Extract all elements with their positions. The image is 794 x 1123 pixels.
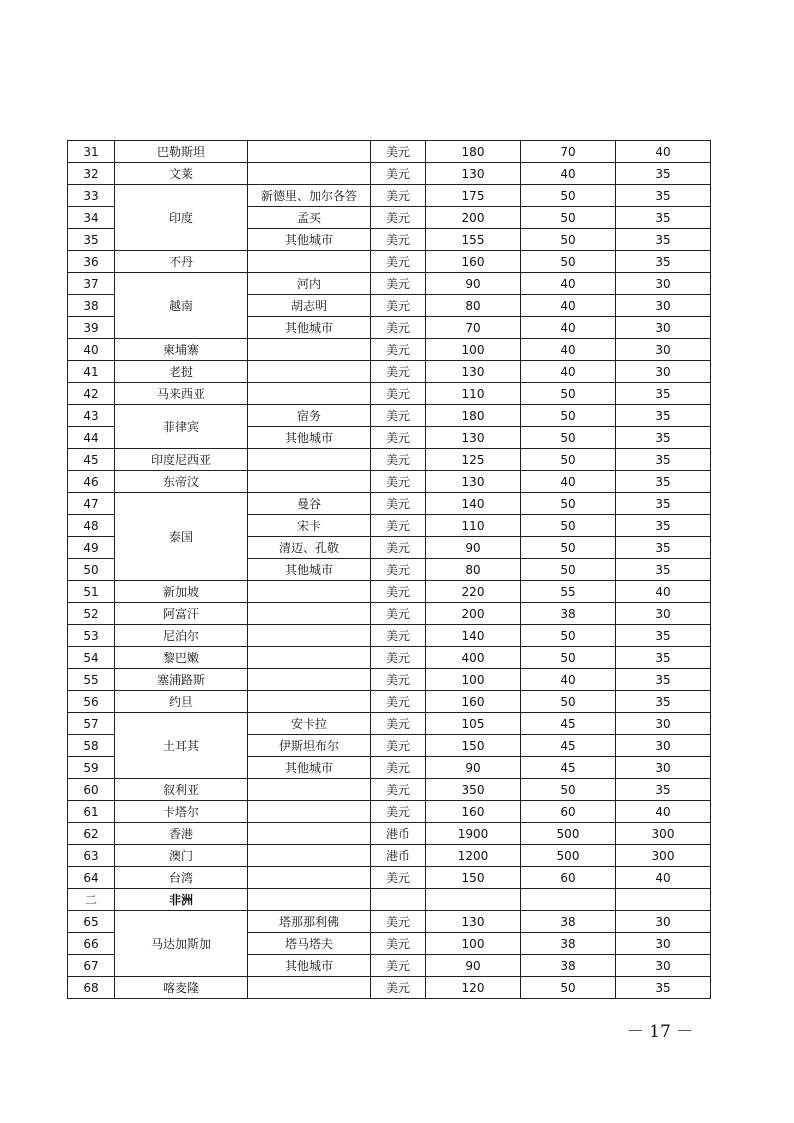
table-row: [68, 273, 711, 295]
currency-cell: 美元: [371, 801, 426, 823]
row-number: 34: [68, 207, 115, 229]
city-cell: [248, 889, 371, 911]
food-cell: 50: [521, 251, 616, 273]
city-cell: 其他城市: [248, 559, 371, 581]
misc-cell: 30: [616, 339, 711, 361]
food-cell: 40: [521, 317, 616, 339]
country-cell: 土耳其: [115, 713, 248, 779]
rates-table-body: [68, 141, 711, 999]
table-row: [68, 911, 711, 933]
country-cell: 马达加斯加: [115, 911, 248, 977]
city-cell: 其他城市: [248, 317, 371, 339]
table-row: [68, 339, 711, 361]
misc-cell: 35: [616, 383, 711, 405]
misc-cell: 30: [616, 757, 711, 779]
country-cell: 越南: [115, 273, 248, 339]
city-cell: [248, 625, 371, 647]
misc-cell: 35: [616, 207, 711, 229]
city-cell: [248, 647, 371, 669]
misc-cell: 35: [616, 977, 711, 999]
currency-cell: 美元: [371, 955, 426, 977]
misc-cell: [616, 889, 711, 911]
city-cell: [248, 823, 371, 845]
table-row: [68, 185, 711, 207]
lodging-cell: 160: [426, 251, 521, 273]
city-cell: [248, 449, 371, 471]
row-number: 55: [68, 669, 115, 691]
city-cell: [248, 339, 371, 361]
city-cell: [248, 581, 371, 603]
food-cell: 40: [521, 163, 616, 185]
country-cell: 马来西亚: [115, 383, 248, 405]
misc-cell: 35: [616, 625, 711, 647]
lodging-cell: 180: [426, 405, 521, 427]
misc-cell: 300: [616, 845, 711, 867]
table-row: [68, 471, 711, 493]
city-cell: [248, 845, 371, 867]
lodging-cell: 160: [426, 801, 521, 823]
currency-cell: 美元: [371, 911, 426, 933]
table-row: [68, 647, 711, 669]
currency-cell: [371, 889, 426, 911]
row-number: 31: [68, 141, 115, 163]
row-number: 39: [68, 317, 115, 339]
currency-cell: 美元: [371, 559, 426, 581]
row-number: 51: [68, 581, 115, 603]
row-number: 52: [68, 603, 115, 625]
city-cell: 宋卡: [248, 515, 371, 537]
table-row: [68, 383, 711, 405]
country-cell: 柬埔寨: [115, 339, 248, 361]
city-cell: [248, 669, 371, 691]
currency-cell: 美元: [371, 515, 426, 537]
city-cell: [248, 867, 371, 889]
lodging-cell: 130: [426, 427, 521, 449]
country-cell: 巴勒斯坦: [115, 141, 248, 163]
lodging-cell: 80: [426, 295, 521, 317]
row-number: 42: [68, 383, 115, 405]
table-row: [68, 251, 711, 273]
row-number: 37: [68, 273, 115, 295]
row-number: 50: [68, 559, 115, 581]
misc-cell: 35: [616, 427, 711, 449]
lodging-cell: 220: [426, 581, 521, 603]
city-cell: [248, 977, 371, 999]
food-cell: 40: [521, 669, 616, 691]
city-cell: 伊斯坦布尔: [248, 735, 371, 757]
table-row: [68, 581, 711, 603]
food-cell: 40: [521, 471, 616, 493]
misc-cell: 30: [616, 317, 711, 339]
food-cell: 50: [521, 229, 616, 251]
misc-cell: 35: [616, 163, 711, 185]
misc-cell: 30: [616, 955, 711, 977]
city-cell: 新德里、加尔各答: [248, 185, 371, 207]
food-cell: 60: [521, 867, 616, 889]
lodging-cell: 200: [426, 603, 521, 625]
currency-cell: 美元: [371, 383, 426, 405]
currency-cell: 美元: [371, 713, 426, 735]
table-row: [68, 163, 711, 185]
currency-cell: 美元: [371, 603, 426, 625]
table-row: [68, 845, 711, 867]
country-cell: 香港: [115, 823, 248, 845]
lodging-cell: 1200: [426, 845, 521, 867]
lodging-cell: 155: [426, 229, 521, 251]
currency-cell: 美元: [371, 449, 426, 471]
currency-cell: 美元: [371, 207, 426, 229]
country-cell: 约旦: [115, 691, 248, 713]
food-cell: 50: [521, 647, 616, 669]
country-cell: 卡塔尔: [115, 801, 248, 823]
currency-cell: 美元: [371, 141, 426, 163]
misc-cell: 35: [616, 515, 711, 537]
row-number: 36: [68, 251, 115, 273]
food-cell: 50: [521, 427, 616, 449]
currency-cell: 美元: [371, 493, 426, 515]
country-cell: 印度: [115, 185, 248, 251]
country-cell: 叙利亚: [115, 779, 248, 801]
country-cell: 泰国: [115, 493, 248, 581]
lodging-cell: 130: [426, 163, 521, 185]
city-cell: 孟买: [248, 207, 371, 229]
lodging-cell: 140: [426, 493, 521, 515]
food-cell: 50: [521, 625, 616, 647]
row-number: 35: [68, 229, 115, 251]
currency-cell: 美元: [371, 471, 426, 493]
country-cell: 阿富汗: [115, 603, 248, 625]
currency-cell: 美元: [371, 779, 426, 801]
section-name: 非洲: [115, 889, 248, 911]
misc-cell: 35: [616, 691, 711, 713]
misc-cell: 35: [616, 185, 711, 207]
currency-cell: 美元: [371, 977, 426, 999]
lodging-cell: 90: [426, 955, 521, 977]
misc-cell: 35: [616, 559, 711, 581]
row-number: 46: [68, 471, 115, 493]
food-cell: 50: [521, 537, 616, 559]
city-cell: [248, 251, 371, 273]
row-number: 44: [68, 427, 115, 449]
misc-cell: 30: [616, 273, 711, 295]
city-cell: 清迈、孔敬: [248, 537, 371, 559]
lodging-cell: 100: [426, 339, 521, 361]
currency-cell: 美元: [371, 537, 426, 559]
city-cell: [248, 471, 371, 493]
food-cell: 50: [521, 449, 616, 471]
row-number: 38: [68, 295, 115, 317]
currency-cell: 美元: [371, 251, 426, 273]
food-cell: 40: [521, 361, 616, 383]
lodging-cell: 125: [426, 449, 521, 471]
city-cell: [248, 603, 371, 625]
row-number: 45: [68, 449, 115, 471]
table-row: [68, 779, 711, 801]
misc-cell: 30: [616, 911, 711, 933]
city-cell: 安卡拉: [248, 713, 371, 735]
row-number: 43: [68, 405, 115, 427]
lodging-cell: 90: [426, 273, 521, 295]
city-cell: 宿务: [248, 405, 371, 427]
table-row: [68, 691, 711, 713]
food-cell: 38: [521, 955, 616, 977]
country-cell: 喀麦隆: [115, 977, 248, 999]
currency-cell: 美元: [371, 273, 426, 295]
city-cell: [248, 141, 371, 163]
currency-cell: 美元: [371, 339, 426, 361]
currency-cell: 港币: [371, 823, 426, 845]
currency-cell: 美元: [371, 735, 426, 757]
city-cell: [248, 361, 371, 383]
row-number: 66: [68, 933, 115, 955]
misc-cell: 40: [616, 581, 711, 603]
country-cell: 新加坡: [115, 581, 248, 603]
misc-cell: 35: [616, 449, 711, 471]
food-cell: 50: [521, 207, 616, 229]
lodging-cell: 70: [426, 317, 521, 339]
food-cell: 50: [521, 185, 616, 207]
lodging-cell: 105: [426, 713, 521, 735]
currency-cell: 美元: [371, 295, 426, 317]
city-cell: 曼谷: [248, 493, 371, 515]
country-cell: 尼泊尔: [115, 625, 248, 647]
city-cell: 胡志明: [248, 295, 371, 317]
lodging-cell: 100: [426, 669, 521, 691]
food-cell: 50: [521, 383, 616, 405]
row-number: 54: [68, 647, 115, 669]
food-cell: 38: [521, 603, 616, 625]
food-cell: 70: [521, 141, 616, 163]
lodging-cell: 90: [426, 757, 521, 779]
lodging-cell: [426, 889, 521, 911]
food-cell: 50: [521, 691, 616, 713]
misc-cell: 30: [616, 735, 711, 757]
currency-cell: 美元: [371, 185, 426, 207]
food-cell: 45: [521, 757, 616, 779]
currency-cell: 美元: [371, 427, 426, 449]
row-number: 61: [68, 801, 115, 823]
row-number: 58: [68, 735, 115, 757]
misc-cell: 35: [616, 493, 711, 515]
lodging-cell: 200: [426, 207, 521, 229]
misc-cell: 35: [616, 669, 711, 691]
city-cell: 其他城市: [248, 757, 371, 779]
lodging-cell: 80: [426, 559, 521, 581]
country-cell: 老挝: [115, 361, 248, 383]
country-cell: 塞浦路斯: [115, 669, 248, 691]
row-number: 56: [68, 691, 115, 713]
currency-cell: 美元: [371, 669, 426, 691]
food-cell: 45: [521, 713, 616, 735]
country-cell: 不丹: [115, 251, 248, 273]
currency-cell: 美元: [371, 757, 426, 779]
food-cell: 50: [521, 493, 616, 515]
table-row: [68, 977, 711, 999]
lodging-cell: 180: [426, 141, 521, 163]
table-row: [68, 449, 711, 471]
lodging-cell: 130: [426, 361, 521, 383]
lodging-cell: 400: [426, 647, 521, 669]
table-row: [68, 405, 711, 427]
row-number: 62: [68, 823, 115, 845]
misc-cell: 30: [616, 933, 711, 955]
misc-cell: 30: [616, 361, 711, 383]
currency-cell: 美元: [371, 317, 426, 339]
food-cell: 55: [521, 581, 616, 603]
misc-cell: 35: [616, 471, 711, 493]
misc-cell: 35: [616, 229, 711, 251]
table-row: [68, 669, 711, 691]
city-cell: 塔马塔夫: [248, 933, 371, 955]
food-cell: 40: [521, 295, 616, 317]
city-cell: 其他城市: [248, 955, 371, 977]
misc-cell: 40: [616, 867, 711, 889]
row-number: 64: [68, 867, 115, 889]
food-cell: 40: [521, 339, 616, 361]
row-number: 60: [68, 779, 115, 801]
currency-cell: 美元: [371, 933, 426, 955]
table-row: [68, 823, 711, 845]
lodging-cell: 130: [426, 471, 521, 493]
currency-cell: 美元: [371, 163, 426, 185]
food-cell: 50: [521, 779, 616, 801]
food-cell: 50: [521, 977, 616, 999]
misc-cell: 35: [616, 405, 711, 427]
table-row: [68, 141, 711, 163]
food-cell: 40: [521, 273, 616, 295]
lodging-cell: 110: [426, 515, 521, 537]
lodging-cell: 130: [426, 911, 521, 933]
row-number: 40: [68, 339, 115, 361]
table-row: [68, 493, 711, 515]
misc-cell: 35: [616, 779, 711, 801]
city-cell: [248, 801, 371, 823]
lodging-cell: 175: [426, 185, 521, 207]
lodging-cell: 150: [426, 867, 521, 889]
food-cell: 38: [521, 911, 616, 933]
misc-cell: 40: [616, 141, 711, 163]
lodging-cell: 350: [426, 779, 521, 801]
misc-cell: 30: [616, 295, 711, 317]
page-number: － 17 －: [626, 1022, 694, 1042]
city-cell: 塔那那利佛: [248, 911, 371, 933]
row-number: 65: [68, 911, 115, 933]
country-cell: 文莱: [115, 163, 248, 185]
row-number: 33: [68, 185, 115, 207]
currency-cell: 美元: [371, 647, 426, 669]
misc-cell: 30: [616, 713, 711, 735]
currency-cell: 美元: [371, 405, 426, 427]
food-cell: 50: [521, 405, 616, 427]
country-cell: 黎巴嫩: [115, 647, 248, 669]
row-number: 53: [68, 625, 115, 647]
food-cell: 38: [521, 933, 616, 955]
misc-cell: 35: [616, 537, 711, 559]
currency-cell: 美元: [371, 867, 426, 889]
city-cell: 其他城市: [248, 427, 371, 449]
lodging-cell: 110: [426, 383, 521, 405]
table-row: [68, 867, 711, 889]
food-cell: 500: [521, 845, 616, 867]
country-cell: 东帝汶: [115, 471, 248, 493]
row-number: 47: [68, 493, 115, 515]
misc-cell: 30: [616, 603, 711, 625]
row-number: 二: [68, 889, 115, 911]
misc-cell: 35: [616, 647, 711, 669]
rates-table: [67, 140, 711, 999]
food-cell: [521, 889, 616, 911]
country-cell: 澳门: [115, 845, 248, 867]
city-cell: [248, 163, 371, 185]
country-cell: 台湾: [115, 867, 248, 889]
currency-cell: 美元: [371, 229, 426, 251]
lodging-cell: 1900: [426, 823, 521, 845]
table-row: [68, 361, 711, 383]
city-cell: [248, 691, 371, 713]
row-number: 48: [68, 515, 115, 537]
row-number: 57: [68, 713, 115, 735]
table-row: [68, 801, 711, 823]
country-cell: 菲律宾: [115, 405, 248, 449]
misc-cell: 300: [616, 823, 711, 845]
country-cell: 印度尼西亚: [115, 449, 248, 471]
currency-cell: 美元: [371, 625, 426, 647]
misc-cell: 35: [616, 251, 711, 273]
table-row: [68, 625, 711, 647]
section-row: [68, 889, 711, 911]
lodging-cell: 120: [426, 977, 521, 999]
currency-cell: 美元: [371, 361, 426, 383]
lodging-cell: 90: [426, 537, 521, 559]
lodging-cell: 100: [426, 933, 521, 955]
table-row: [68, 603, 711, 625]
currency-cell: 美元: [371, 691, 426, 713]
row-number: 67: [68, 955, 115, 977]
row-number: 63: [68, 845, 115, 867]
city-cell: [248, 383, 371, 405]
city-cell: [248, 779, 371, 801]
food-cell: 50: [521, 559, 616, 581]
lodging-cell: 140: [426, 625, 521, 647]
food-cell: 60: [521, 801, 616, 823]
city-cell: 其他城市: [248, 229, 371, 251]
row-number: 41: [68, 361, 115, 383]
row-number: 68: [68, 977, 115, 999]
misc-cell: 40: [616, 801, 711, 823]
city-cell: 河内: [248, 273, 371, 295]
table-row: [68, 713, 711, 735]
currency-cell: 美元: [371, 581, 426, 603]
food-cell: 50: [521, 515, 616, 537]
row-number: 32: [68, 163, 115, 185]
food-cell: 45: [521, 735, 616, 757]
row-number: 49: [68, 537, 115, 559]
currency-cell: 港币: [371, 845, 426, 867]
lodging-cell: 150: [426, 735, 521, 757]
lodging-cell: 160: [426, 691, 521, 713]
row-number: 59: [68, 757, 115, 779]
food-cell: 500: [521, 823, 616, 845]
